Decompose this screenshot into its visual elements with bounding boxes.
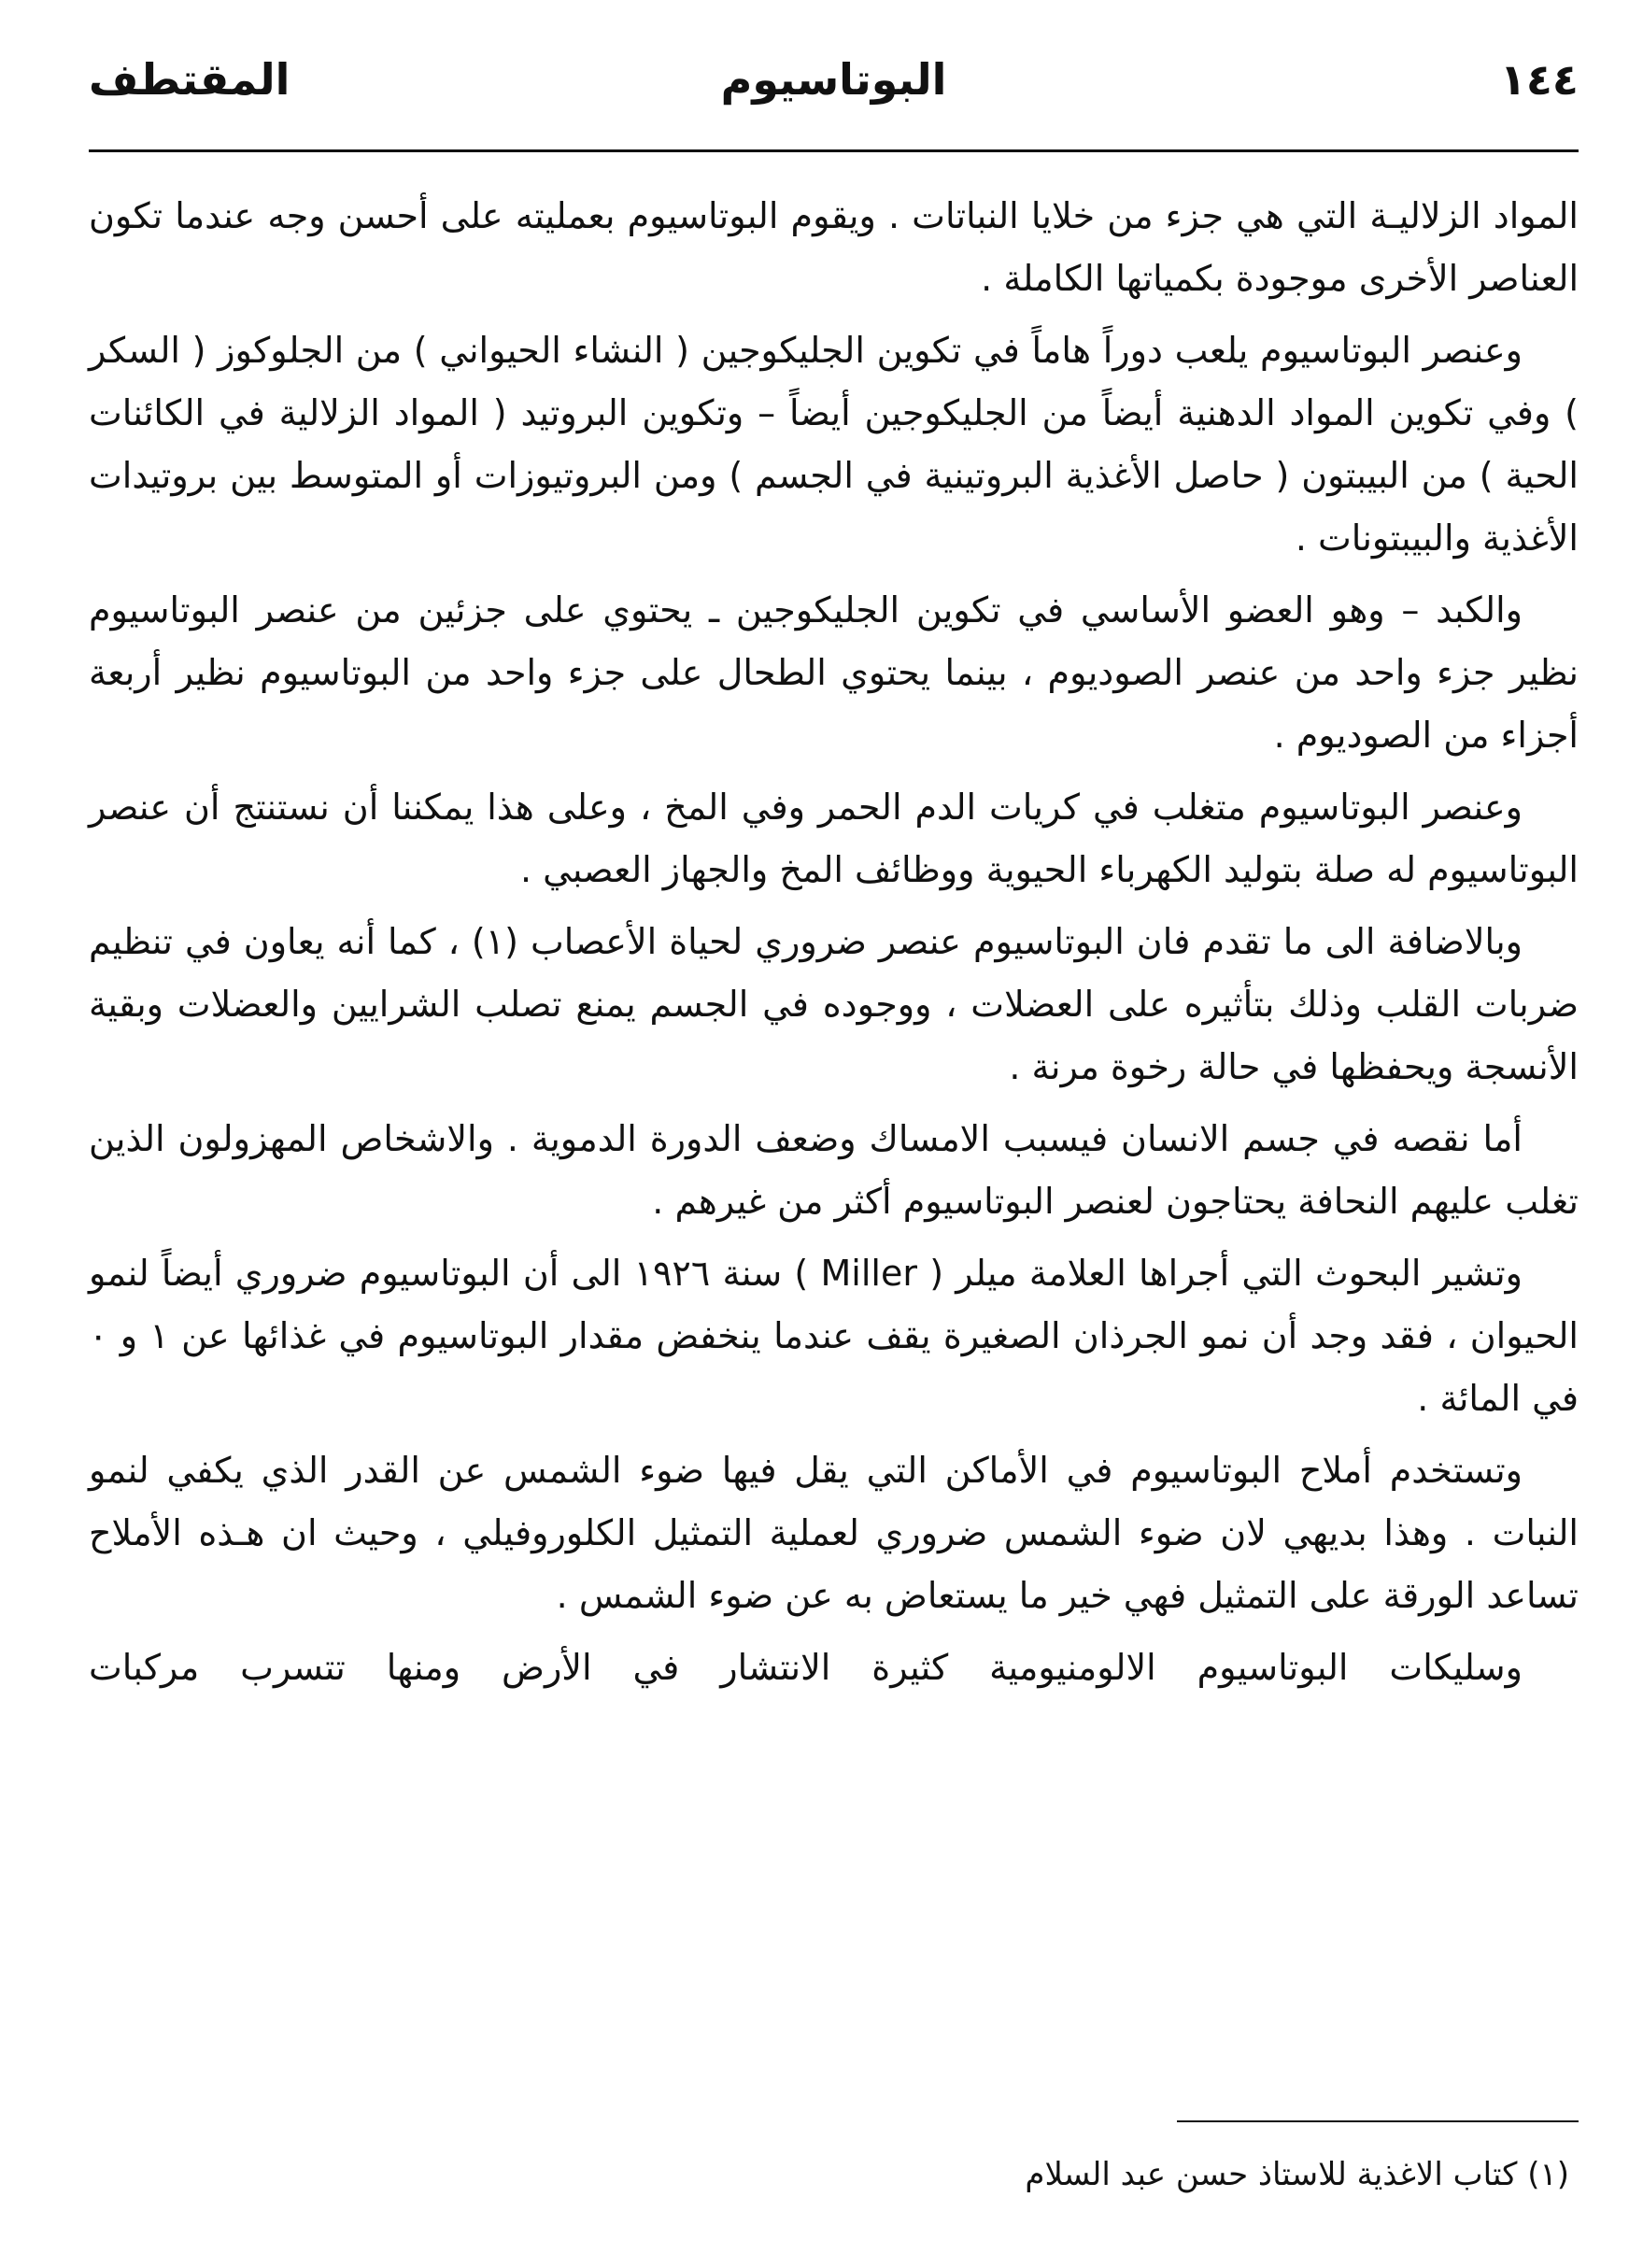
paragraph: المواد الزلاليـة التي هي جزء من خلايا النباتات . ويقوم البوتاسيوم بعمليته على أحسن وجه عندما تكون العناصر الأخرى موجودة بكمياتها الكاملة . <box>89 195 1579 299</box>
book-page <box>89 45 1579 2231</box>
paragraph: وعنصر البوتاسيوم يلعب دوراً هاماً في تكوين الجليكوجين ( النشاء الحيواني ) من الجلوكوز ( السكر ) وفي تكوين المواد الدهنية أيضاً من الجليكوجين أيضاً – وتكوين البروتيد ( المواد الزلالية في الكائنات الحية ) من البيبتون ( حاصل الأغذية البروتينية في الجسم ) ومن البروتيوزات أو المتوسط بين بروتيدات الأغذية والبيبتونات . <box>89 330 1579 559</box>
paragraph: وبالاضافة الى ما تقدم فان البوتاسيوم عنصر ضروري لحياة الأعصاب (١) ، كما أنه يعاون في تنظيم ضربات القلب وذلك بتأثيره على العضلات ، ووجوده في الجسم يمنع تصلب الشرايين والعضلات وبقية الأنسجة ويحفظها في حالة رخوة مرنة . <box>89 921 1579 1087</box>
journal-name: المقتطف <box>89 54 290 105</box>
paragraph: وتستخدم أملاح البوتاسيوم في الأماكن التي يقل فيها ضوء الشمس عن القدر الذي يكفي لنمو النبات . وهذا بديهي لان ضوء الشمس ضروري لعملية التمثيل الكلوروفيلي ، وحيث ان هـذه الأملاح تساعد الورقة على التمثيل فهي خير ما يستعاض به عن ضوء الشمس . <box>89 1450 1579 1616</box>
paragraph: وتشير البحوث التي أجراها العلامة ميلر ( Miller ) سنة ١٩٢٦ الى أن البوتاسيوم ضروري أيضاً لنمو الحيوان ، فقد وجد أن نمو الجرذان الصغيرة يقف عندما ينخفض مقدار البوتاسيوم في غذائها عن ١ و ٠ في المائة . <box>89 1253 1579 1419</box>
footnote-divider <box>1177 2120 1579 2122</box>
header-divider <box>89 149 1579 152</box>
article-body <box>89 185 1579 1708</box>
paragraph: أما نقصه في جسم الانسان فيسبب الامساك وضعف الدورة الدموية . والاشخاص المهزولون الذين تغلب عليهم النحافة يحتاجون لعنصر البوتاسيوم أكثر من غيرهم . <box>89 1118 1579 1222</box>
footnote: (١) كتاب الاغذية للاستاذ حسن عبد السلام <box>1025 2156 1569 2193</box>
page-number: ١٤٤ <box>1499 54 1579 105</box>
page-header <box>89 45 1579 138</box>
paragraph: والكبد – وهو العضو الأساسي في تكوين الجليكوجين ـ يحتوي على جزئين من عنصر البوتاسيوم نظير جزء واحد من عنصر الصوديوم ، بينما يحتوي الطحال على جزء واحد من البوتاسيوم نظير أربعة أجزاء من الصوديوم . <box>89 589 1579 756</box>
running-title: البوتاسيوم <box>720 54 947 105</box>
paragraph: وسليكات البوتاسيوم الالومنيومية كثيرة الانتشار في الأرض ومنها تتسرب مركبات <box>89 1647 1523 1688</box>
paragraph: وعنصر البوتاسيوم متغلب في كريات الدم الحمر وفي المخ ، وعلى هذا يمكننا أن نستنتج أن عنصر البوتاسيوم له صلة بتوليد الكهرباء الحيوية ووظائف المخ والجهاز العصبي . <box>89 787 1579 890</box>
